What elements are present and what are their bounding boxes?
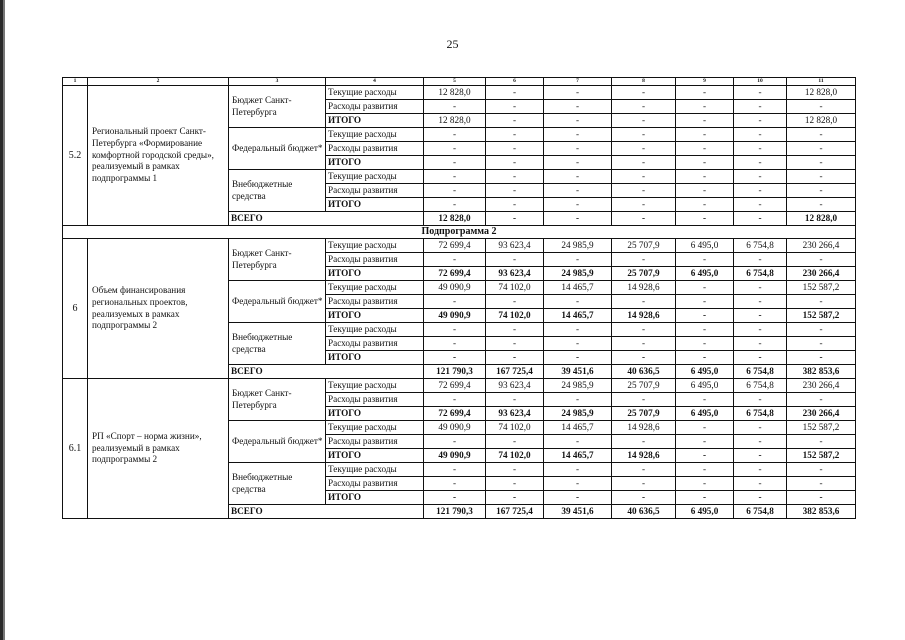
value-cell: 12 828,0: [424, 212, 486, 226]
value-cell: -: [787, 491, 856, 505]
value-cell: -: [734, 253, 787, 267]
value-cell: 152 587,2: [787, 309, 856, 323]
value-cell: -: [676, 323, 734, 337]
value-cell: 49 090,9: [424, 449, 486, 463]
value-cell: -: [734, 86, 787, 100]
value-cell: -: [544, 323, 612, 337]
value-cell: -: [734, 491, 787, 505]
value-cell: -: [486, 184, 544, 198]
expense-type-label: Текущие расходы: [326, 281, 424, 295]
value-cell: -: [676, 253, 734, 267]
value-cell: -: [424, 337, 486, 351]
column-header: 8: [612, 78, 676, 86]
value-cell: -: [787, 337, 856, 351]
expense-type-label: Расходы развития: [326, 295, 424, 309]
value-cell: -: [424, 100, 486, 114]
value-cell: 39 451,6: [544, 505, 612, 519]
value-cell: -: [734, 170, 787, 184]
value-cell: -: [424, 323, 486, 337]
column-header: 2: [88, 78, 229, 86]
expense-type-label: Расходы развития: [326, 184, 424, 198]
source-off-budget: Внебюджетные средства: [229, 323, 326, 365]
value-cell: 14 465,7: [544, 309, 612, 323]
value-cell: 72 699,4: [424, 239, 486, 253]
value-cell: -: [544, 295, 612, 309]
row-number: 5.2: [63, 86, 88, 226]
value-cell: -: [787, 156, 856, 170]
source-federal-budget: Федеральный бюджет*: [229, 128, 326, 170]
value-cell: 6 495,0: [676, 407, 734, 421]
value-cell: -: [612, 253, 676, 267]
value-cell: 24 985,9: [544, 239, 612, 253]
value-cell: -: [612, 295, 676, 309]
expense-type-label: Текущие расходы: [326, 421, 424, 435]
value-cell: -: [676, 421, 734, 435]
value-cell: -: [486, 114, 544, 128]
value-cell: 49 090,9: [424, 309, 486, 323]
value-cell: -: [612, 170, 676, 184]
column-header: 3: [229, 78, 326, 86]
project-name: РП «Спорт – норма жизни», реализуемый в рамках подпрограммы 2: [88, 379, 229, 519]
value-cell: -: [787, 142, 856, 156]
value-cell: -: [787, 393, 856, 407]
value-cell: -: [486, 463, 544, 477]
value-cell: -: [486, 170, 544, 184]
source-budget-spb: Бюджет Санкт-Петербурга: [229, 86, 326, 128]
column-header: 11: [787, 78, 856, 86]
table-body: [63, 78, 856, 519]
value-cell: -: [612, 114, 676, 128]
value-cell: -: [676, 435, 734, 449]
value-cell: 49 090,9: [424, 281, 486, 295]
value-cell: -: [544, 435, 612, 449]
expense-type-label: Расходы развития: [326, 477, 424, 491]
value-cell: 6 754,8: [734, 505, 787, 519]
value-cell: 93 623,4: [486, 239, 544, 253]
source-budget-spb: Бюджет Санкт-Петербурга: [229, 379, 326, 421]
value-cell: -: [424, 156, 486, 170]
column-header: 5: [424, 78, 486, 86]
value-cell: 24 985,9: [544, 379, 612, 393]
expense-type-label: Расходы развития: [326, 253, 424, 267]
value-cell: -: [734, 212, 787, 226]
value-cell: 14 465,7: [544, 281, 612, 295]
value-cell: -: [424, 491, 486, 505]
value-cell: -: [676, 212, 734, 226]
value-cell: 74 102,0: [486, 309, 544, 323]
value-cell: -: [787, 435, 856, 449]
value-cell: -: [734, 128, 787, 142]
expense-type-label: ИТОГО: [326, 156, 424, 170]
value-cell: 230 266,4: [787, 267, 856, 281]
value-cell: -: [544, 477, 612, 491]
value-cell: -: [734, 435, 787, 449]
value-cell: 25 707,9: [612, 379, 676, 393]
value-cell: -: [676, 184, 734, 198]
value-cell: -: [612, 323, 676, 337]
value-cell: 6 754,8: [734, 365, 787, 379]
value-cell: 74 102,0: [486, 421, 544, 435]
expense-type-label: Текущие расходы: [326, 170, 424, 184]
value-cell: -: [424, 253, 486, 267]
column-header: 10: [734, 78, 787, 86]
value-cell: 6 754,8: [734, 239, 787, 253]
value-cell: -: [424, 198, 486, 212]
value-cell: -: [787, 295, 856, 309]
value-cell: -: [676, 295, 734, 309]
value-cell: -: [486, 323, 544, 337]
value-cell: 6 754,8: [734, 407, 787, 421]
value-cell: 121 790,3: [424, 505, 486, 519]
value-cell: 6 754,8: [734, 379, 787, 393]
value-cell: -: [612, 477, 676, 491]
value-cell: 121 790,3: [424, 365, 486, 379]
value-cell: -: [676, 198, 734, 212]
value-cell: -: [424, 463, 486, 477]
value-cell: -: [424, 393, 486, 407]
value-cell: -: [676, 100, 734, 114]
value-cell: -: [612, 142, 676, 156]
value-cell: -: [676, 86, 734, 100]
value-cell: -: [676, 351, 734, 365]
value-cell: 40 636,5: [612, 505, 676, 519]
expense-type-label: ИТОГО: [326, 267, 424, 281]
expense-type-label: Текущие расходы: [326, 463, 424, 477]
row-number: 6.1: [63, 379, 88, 519]
value-cell: -: [612, 212, 676, 226]
value-cell: -: [734, 323, 787, 337]
value-cell: -: [486, 351, 544, 365]
value-cell: -: [787, 170, 856, 184]
value-cell: 230 266,4: [787, 379, 856, 393]
value-cell: -: [424, 477, 486, 491]
value-cell: 152 587,2: [787, 449, 856, 463]
value-cell: -: [486, 435, 544, 449]
value-cell: 12 828,0: [424, 86, 486, 100]
column-header-row: [63, 78, 856, 86]
value-cell: -: [486, 477, 544, 491]
value-cell: -: [544, 491, 612, 505]
value-cell: -: [734, 351, 787, 365]
value-cell: -: [544, 86, 612, 100]
value-cell: -: [486, 198, 544, 212]
project-name: Региональный проект Санкт-Петербурга «Формирование комфортной городской среды», реализуемый в рамках подпрограммы 1: [88, 86, 229, 226]
value-cell: -: [486, 212, 544, 226]
value-cell: 93 623,4: [486, 267, 544, 281]
value-cell: 24 985,9: [544, 407, 612, 421]
value-cell: -: [486, 86, 544, 100]
value-cell: -: [612, 184, 676, 198]
value-cell: 49 090,9: [424, 421, 486, 435]
expense-type-label: Расходы развития: [326, 142, 424, 156]
value-cell: -: [734, 295, 787, 309]
value-cell: -: [734, 142, 787, 156]
expense-type-label: Текущие расходы: [326, 239, 424, 253]
value-cell: -: [612, 198, 676, 212]
value-cell: 93 623,4: [486, 407, 544, 421]
source-budget-spb: Бюджет Санкт-Петербурга: [229, 239, 326, 281]
expense-type-label: ИТОГО: [326, 449, 424, 463]
value-cell: -: [734, 337, 787, 351]
value-cell: -: [544, 142, 612, 156]
value-cell: -: [734, 309, 787, 323]
value-cell: -: [734, 198, 787, 212]
value-cell: 6 495,0: [676, 267, 734, 281]
value-cell: -: [544, 170, 612, 184]
expense-type-label: Расходы развития: [326, 100, 424, 114]
value-cell: 14 465,7: [544, 421, 612, 435]
value-cell: -: [486, 100, 544, 114]
value-cell: -: [424, 128, 486, 142]
table-row: [63, 379, 856, 393]
value-cell: 167 725,4: [486, 365, 544, 379]
value-cell: -: [676, 128, 734, 142]
value-cell: -: [424, 435, 486, 449]
value-cell: -: [787, 323, 856, 337]
expense-type-label: Расходы развития: [326, 393, 424, 407]
source-federal-budget: Федеральный бюджет*: [229, 421, 326, 463]
value-cell: 25 707,9: [612, 407, 676, 421]
expense-type-label: ИТОГО: [326, 407, 424, 421]
value-cell: 93 623,4: [486, 379, 544, 393]
source-off-budget: Внебюджетные средства: [229, 463, 326, 505]
value-cell: -: [544, 156, 612, 170]
value-cell: -: [544, 100, 612, 114]
value-cell: -: [787, 198, 856, 212]
value-cell: -: [787, 128, 856, 142]
value-cell: 6 495,0: [676, 379, 734, 393]
value-cell: 25 707,9: [612, 239, 676, 253]
value-cell: -: [734, 393, 787, 407]
expense-type-label: ИТОГО: [326, 114, 424, 128]
value-cell: 25 707,9: [612, 267, 676, 281]
value-cell: -: [612, 128, 676, 142]
row-number: 6: [63, 239, 88, 379]
value-cell: 14 928,6: [612, 281, 676, 295]
expense-type-label: ИТОГО: [326, 491, 424, 505]
value-cell: -: [486, 295, 544, 309]
value-cell: 24 985,9: [544, 267, 612, 281]
value-cell: -: [734, 477, 787, 491]
value-cell: -: [612, 463, 676, 477]
value-cell: 12 828,0: [787, 114, 856, 128]
value-cell: 72 699,4: [424, 267, 486, 281]
source-federal-budget: Федеральный бюджет*: [229, 281, 326, 323]
value-cell: 14 928,6: [612, 421, 676, 435]
value-cell: -: [676, 463, 734, 477]
value-cell: -: [676, 337, 734, 351]
value-cell: -: [486, 337, 544, 351]
value-cell: 12 828,0: [787, 86, 856, 100]
column-header: 6: [486, 78, 544, 86]
value-cell: 6 495,0: [676, 365, 734, 379]
value-cell: -: [734, 114, 787, 128]
value-cell: -: [676, 281, 734, 295]
value-cell: -: [612, 435, 676, 449]
expense-type-label: Расходы развития: [326, 435, 424, 449]
value-cell: -: [544, 253, 612, 267]
value-cell: -: [424, 351, 486, 365]
value-cell: -: [544, 184, 612, 198]
value-cell: -: [787, 463, 856, 477]
value-cell: -: [612, 100, 676, 114]
source-off-budget: Внебюджетные средства: [229, 170, 326, 212]
value-cell: -: [676, 491, 734, 505]
section-title: Подпрограмма 2: [63, 226, 856, 239]
value-cell: 6 495,0: [676, 505, 734, 519]
value-cell: 40 636,5: [612, 365, 676, 379]
value-cell: -: [787, 477, 856, 491]
value-cell: 382 853,6: [787, 505, 856, 519]
value-cell: -: [734, 281, 787, 295]
value-cell: -: [734, 421, 787, 435]
value-cell: -: [787, 351, 856, 365]
value-cell: -: [612, 491, 676, 505]
value-cell: -: [486, 393, 544, 407]
table-row: [63, 86, 856, 100]
expense-type-label: Текущие расходы: [326, 128, 424, 142]
value-cell: 152 587,2: [787, 421, 856, 435]
page-number: 25: [446, 37, 459, 51]
value-cell: -: [734, 449, 787, 463]
expense-type-label: Расходы развития: [326, 337, 424, 351]
value-cell: -: [734, 184, 787, 198]
value-cell: -: [676, 170, 734, 184]
value-cell: 12 828,0: [787, 212, 856, 226]
value-cell: -: [676, 309, 734, 323]
column-header: 7: [544, 78, 612, 86]
value-cell: -: [424, 170, 486, 184]
expense-type-label: ИТОГО: [326, 351, 424, 365]
value-cell: -: [424, 184, 486, 198]
value-cell: 72 699,4: [424, 379, 486, 393]
project-name: Объем финансирования региональных проектов, реализуемых в рамках подпрограммы 2: [88, 239, 229, 379]
value-cell: 12 828,0: [424, 114, 486, 128]
expense-type-label: Текущие расходы: [326, 379, 424, 393]
value-cell: -: [787, 253, 856, 267]
value-cell: -: [486, 491, 544, 505]
value-cell: 152 587,2: [787, 281, 856, 295]
value-cell: 167 725,4: [486, 505, 544, 519]
section-row: [63, 226, 856, 239]
value-cell: 6 754,8: [734, 267, 787, 281]
column-header: 9: [676, 78, 734, 86]
value-cell: -: [544, 393, 612, 407]
value-cell: 14 928,6: [612, 449, 676, 463]
value-cell: -: [787, 184, 856, 198]
value-cell: -: [544, 198, 612, 212]
scan-edge-shadow: [3, 0, 5, 640]
value-cell: -: [544, 114, 612, 128]
value-cell: 72 699,4: [424, 407, 486, 421]
expense-type-label: ИТОГО: [326, 309, 424, 323]
value-cell: -: [486, 253, 544, 267]
value-cell: 74 102,0: [486, 281, 544, 295]
value-cell: -: [734, 100, 787, 114]
value-cell: -: [612, 351, 676, 365]
value-cell: -: [676, 449, 734, 463]
value-cell: -: [676, 142, 734, 156]
value-cell: 14 465,7: [544, 449, 612, 463]
value-cell: -: [544, 212, 612, 226]
value-cell: 14 928,6: [612, 309, 676, 323]
value-cell: -: [612, 156, 676, 170]
column-header: 4: [326, 78, 424, 86]
value-cell: -: [612, 86, 676, 100]
column-header: 1: [63, 78, 88, 86]
value-cell: -: [424, 142, 486, 156]
value-cell: -: [676, 393, 734, 407]
value-cell: 230 266,4: [787, 407, 856, 421]
value-cell: -: [486, 142, 544, 156]
expense-type-label: ИТОГО: [326, 198, 424, 212]
value-cell: -: [486, 128, 544, 142]
value-cell: 74 102,0: [486, 449, 544, 463]
value-cell: -: [544, 351, 612, 365]
expense-type-label: Текущие расходы: [326, 86, 424, 100]
value-cell: 6 495,0: [676, 239, 734, 253]
value-cell: 230 266,4: [787, 239, 856, 253]
total-label: ВСЕГО: [229, 212, 424, 226]
expense-type-label: Текущие расходы: [326, 323, 424, 337]
value-cell: -: [676, 156, 734, 170]
value-cell: -: [486, 156, 544, 170]
financing-table: [62, 77, 856, 519]
value-cell: 39 451,6: [544, 365, 612, 379]
value-cell: -: [734, 463, 787, 477]
table-row: [63, 239, 856, 253]
value-cell: 382 853,6: [787, 365, 856, 379]
value-cell: -: [544, 128, 612, 142]
total-label: ВСЕГО: [229, 505, 424, 519]
value-cell: -: [612, 337, 676, 351]
value-cell: -: [424, 295, 486, 309]
value-cell: -: [544, 463, 612, 477]
value-cell: -: [676, 114, 734, 128]
value-cell: -: [612, 393, 676, 407]
value-cell: -: [787, 100, 856, 114]
value-cell: -: [676, 477, 734, 491]
value-cell: -: [734, 156, 787, 170]
value-cell: -: [544, 337, 612, 351]
total-label: ВСЕГО: [229, 365, 424, 379]
